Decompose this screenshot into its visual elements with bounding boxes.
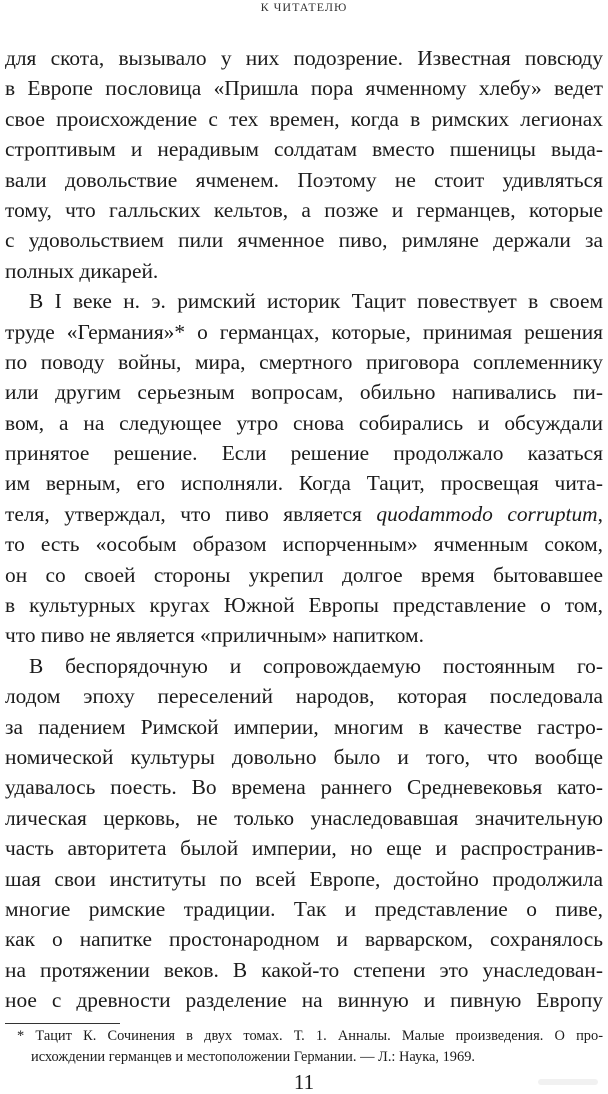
footnote bbox=[5, 1026, 603, 1068]
page-number: 11 bbox=[293, 1070, 315, 1094]
footnote-line: * Тацит К. Сочинения в двух томах. Т. 1. Анналы. Малые произведения. О про- bbox=[17, 1028, 603, 1044]
latin-phrase: quodammodo corruptum bbox=[376, 501, 598, 526]
text-line: полных дикарей. bbox=[5, 258, 159, 283]
text-line: лодом эпоху переселений народов, которая последовала bbox=[5, 684, 603, 709]
body-text bbox=[5, 43, 603, 1016]
text-line: им верным, его исполняли. Когда Тацит, просвещая чита- bbox=[5, 471, 603, 496]
text-line: в культурных кругах Южной Европы представление о том, bbox=[5, 593, 603, 618]
text-line: многие римские традиции. Так и представление о пиве, bbox=[5, 896, 603, 921]
text-segment: , bbox=[597, 501, 603, 526]
text-line-with-italic bbox=[5, 499, 603, 529]
text-line: что пиво не является «приличным» напитком. bbox=[5, 623, 424, 648]
scan-artifact bbox=[538, 1079, 598, 1085]
text-line: с удовольствием пили ячменное пиво, римляне держали за bbox=[5, 228, 603, 253]
text-segment: теля, утверждал, что пиво является bbox=[5, 501, 377, 526]
footnote-line: исхождении германцев и местоположении Германии. — Л.: Наука, 1969. bbox=[31, 1049, 475, 1065]
text-line: свое происхождение с тех времен, когда в римских легионах bbox=[5, 106, 603, 131]
text-line: тому, что галльских кельтов, а позже и германцев, которые bbox=[5, 197, 603, 222]
text-line: строптивым и нерадивым солдатам вместо пшеницы выда- bbox=[5, 137, 603, 162]
paragraph-first-line: В I веке н. э. римский историк Тацит повествует в своем bbox=[29, 289, 603, 314]
text-line: ное с древности разделение на винную и пивную Европу bbox=[5, 988, 603, 1013]
text-line: по поводу войны, мира, смертного приговора соплеменнику bbox=[5, 349, 603, 374]
text-line: лическая церковь, не только унаследовавшая значительную bbox=[5, 805, 603, 830]
text-line: удавалось поесть. Во времена раннего Средневековья като- bbox=[5, 775, 603, 800]
text-line: труде «Германия»* о германцах, которые, принимая решения bbox=[5, 319, 603, 344]
text-line: номической культуры довольно было и того, что вообще bbox=[5, 744, 603, 769]
text-line: он со своей стороны укрепил долгое время бытовавшее bbox=[5, 562, 603, 587]
text-line: или другим серьезным вопросам, обильно напивались пи- bbox=[5, 380, 603, 405]
paragraph-first-line: В беспорядочную и сопровождаемую постоянным го- bbox=[29, 653, 603, 678]
text-line: часть авторитета былой империи, но еще и распространив- bbox=[5, 836, 603, 861]
text-line: как о напитке простонародном и варварском, сохранялось bbox=[5, 927, 603, 952]
text-line: за падением Римской империи, многим в качестве гастро- bbox=[5, 714, 603, 739]
running-head: К ЧИТАТЕЛЮ bbox=[260, 0, 348, 14]
text-line: вом, а на следующее утро снова собирались и обсуждали bbox=[5, 410, 603, 435]
text-line: шая свои институты по всей Европе, достойно продолжила bbox=[5, 866, 603, 891]
text-line: для скота, вызывало у них подозрение. Известная повсюду bbox=[5, 46, 603, 70]
footnote-divider bbox=[5, 1023, 120, 1024]
text-line: на протяжении веков. В какой-то степени это унаследован- bbox=[5, 957, 603, 982]
text-line: в Европе пословица «Пришла пора ячменному хлебу» ведет bbox=[5, 76, 603, 101]
text-line: принятое решение. Если решение продолжало казаться bbox=[5, 441, 603, 466]
text-line: то есть «особым образом испорченным» ячменным соком, bbox=[5, 532, 603, 557]
text-line: вали довольствие ячменем. Поэтому не стоит удивляться bbox=[5, 167, 603, 192]
